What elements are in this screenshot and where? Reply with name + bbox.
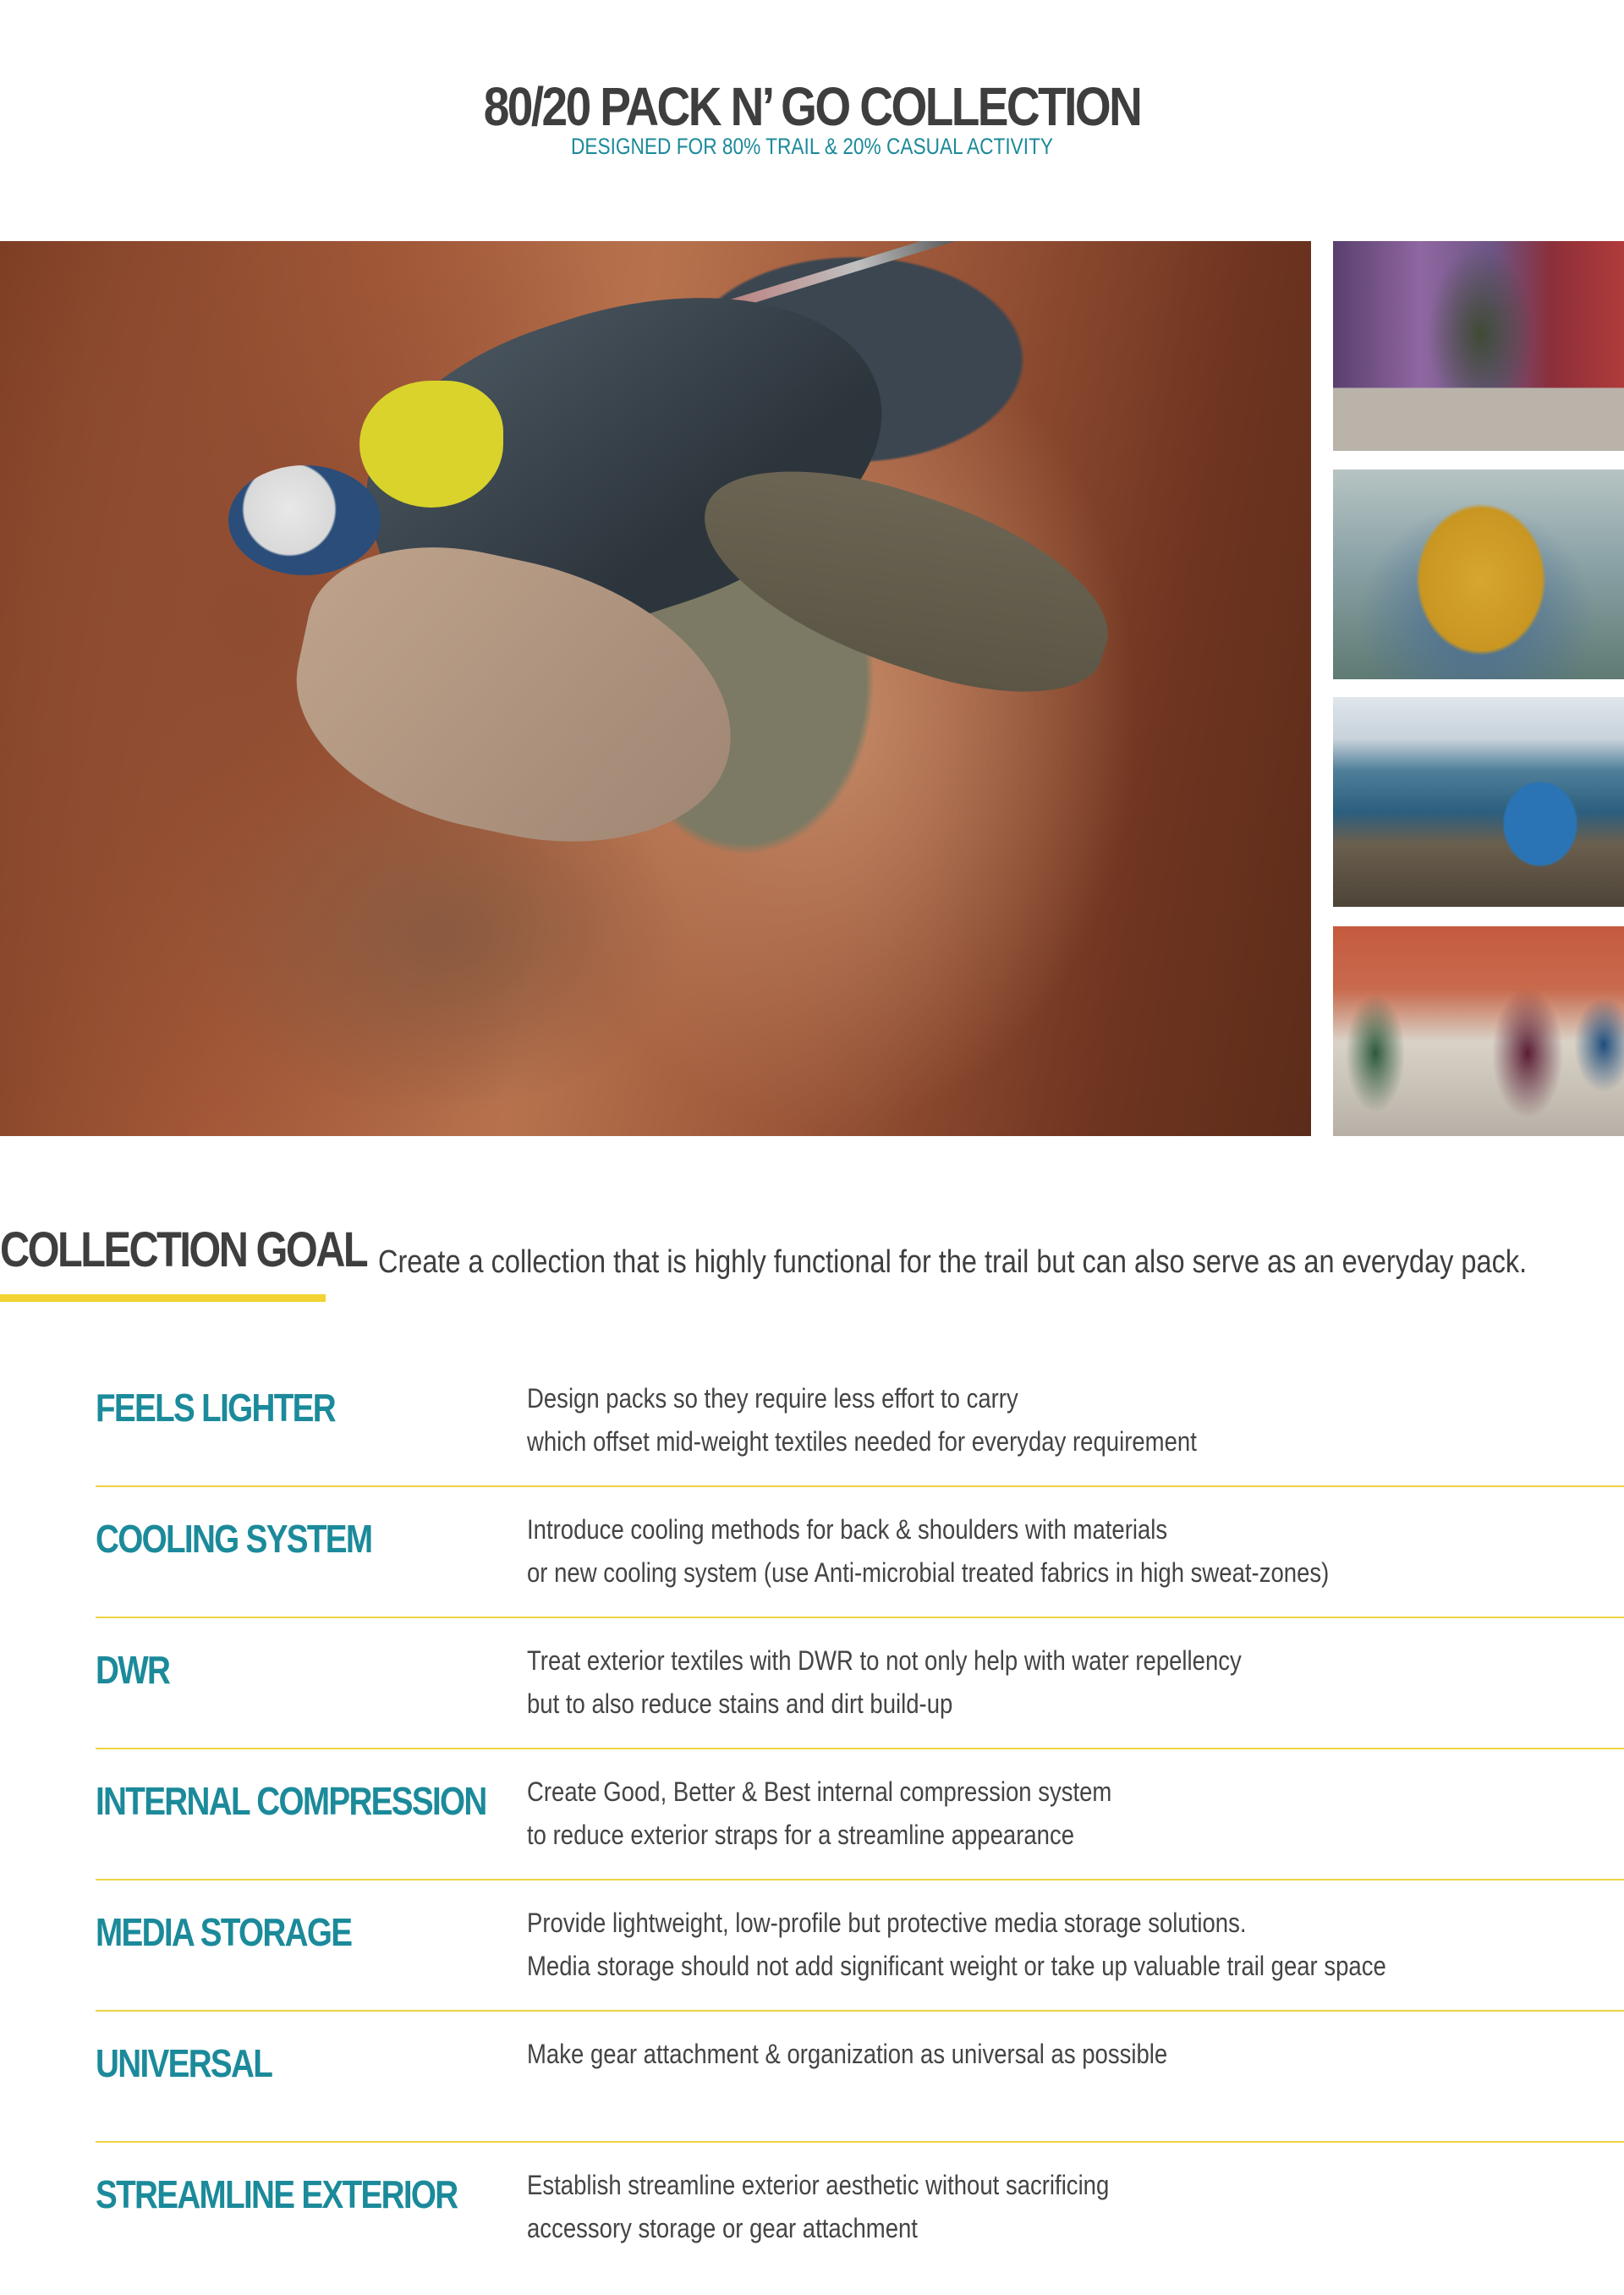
thumbnail-photo-urban-backpack [1333,241,1624,451]
page-title: 80/20 PACK N’ GO COLLECTION [483,76,1141,137]
feature-title: STREAMLINE EXTERIOR [96,2172,458,2216]
feature-description-line: Introduce cooling methods for back & shoulders with materials [527,1514,1168,1545]
feature-description-line: Treat exterior textiles with DWR to not only help with water repellency [527,1645,1242,1676]
feature-description-line: Design packs so they require less effort to carry [527,1383,1018,1414]
hiker-cap-shape [228,465,381,575]
row-divider [96,2010,1624,2012]
feature-row [0,2033,1624,2164]
thumbnail-photo-group-backpacks [1333,926,1624,1136]
feature-description-line: Create Good, Better & Best internal compression system [527,1776,1112,1807]
row-divider [96,2141,1624,2143]
hiker-legs-shape [678,434,1132,726]
feature-description [527,1639,1242,1726]
feature-description-line: accessory storage or gear attachment [527,2213,918,2243]
feature-description-line: which offset mid-weight textiles needed for everyday requirement [527,1426,1197,1457]
page-subtitle: DESIGNED FOR 80% TRAIL & 20% CASUAL ACTIVITY [570,134,1054,159]
feature-title: COOLING SYSTEM [96,1517,372,1561]
row-divider [96,1748,1624,1749]
feature-title: MEDIA STORAGE [96,1910,352,1954]
feature-description [527,1771,1111,1857]
row-divider [96,1617,1624,1618]
page-header [0,76,1624,159]
feature-description-line: Establish streamline exterior aesthetic without sacrificing [527,2170,1110,2200]
feature-description [527,1902,1386,1988]
feature-row [0,1771,1624,1902]
thumbnail-photo-yellow-backpack [1333,469,1624,679]
feature-description-line: Provide lightweight, low-profile but protective media storage solutions. [527,1908,1247,1938]
feature-description-line: or new cooling system (use Anti-microbial treated fabrics in high sweat-zones) [527,1557,1330,1588]
collection-goal-underline [0,1294,326,1302]
row-divider [96,1879,1624,1880]
collection-goal-text: Create a collection that is highly functional for the trail but can also serve as an everyday pack. [378,1244,1528,1280]
backpack-accent-shape [359,381,503,508]
feature-description [527,2033,1167,2076]
feature-row [0,2164,1624,2295]
feature-title: FEELS LIGHTER [96,1386,336,1430]
hero-photo-hiker-climbing [0,241,1311,1136]
thumbnail-photo-coast-backpack [1333,697,1624,907]
feature-title: DWR [96,1648,170,1692]
feature-row [0,1639,1624,1771]
feature-row [0,1377,1624,1508]
row-divider [96,1485,1624,1487]
feature-row [0,1508,1624,1639]
feature-description [527,2164,1109,2250]
feature-description-line: Media storage should not add significant weight or take up valuable trail gear space [527,1951,1386,1981]
feature-description [527,1508,1329,1595]
feature-title: UNIVERSAL [96,2041,272,2085]
feature-description-line: to reduce exterior straps for a streamline appearance [527,1820,1075,1850]
feature-description-line: Make gear attachment & organization as universal as possible [527,2039,1168,2069]
feature-description [527,1377,1197,1463]
feature-row [0,1902,1624,2033]
feature-title: INTERNAL COMPRESSION [96,1779,486,1823]
collection-goal-heading: COLLECTION GOAL [0,1222,367,1277]
feature-description-line: but to also reduce stains and dirt build-up [527,1688,953,1719]
